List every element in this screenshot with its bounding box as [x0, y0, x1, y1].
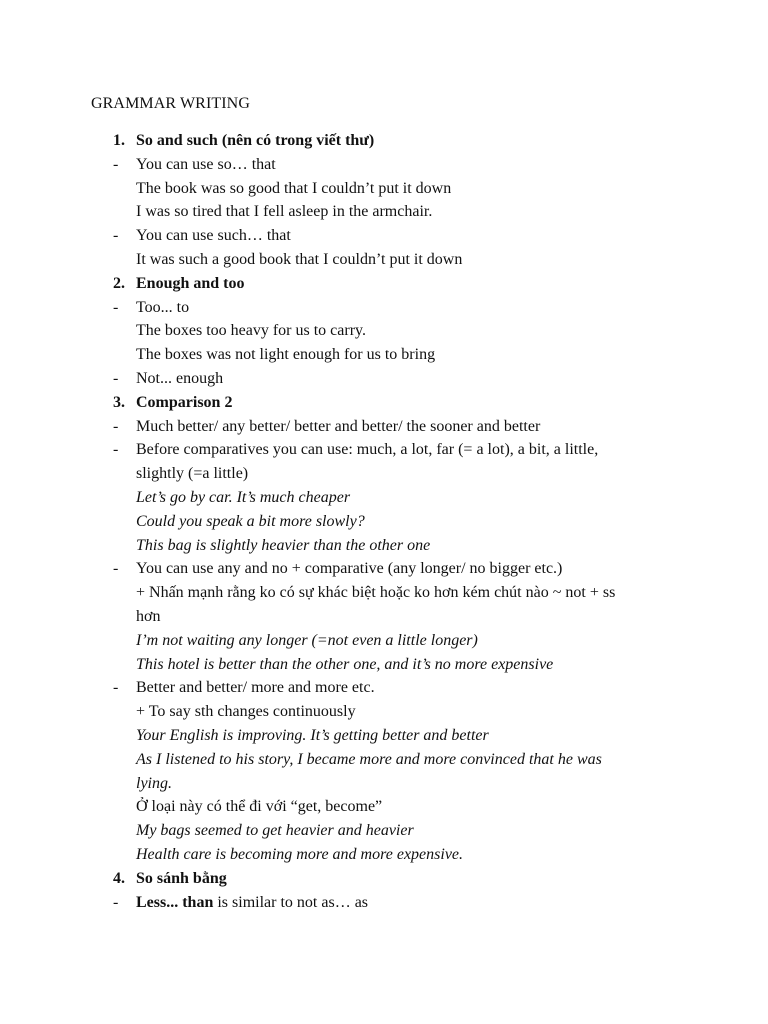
line-text: My bags seemed to get heavier and heavier — [136, 822, 414, 840]
line-text: Too... to — [136, 298, 190, 316]
section-heading-line — [0, 129, 768, 153]
section-heading-line — [0, 867, 768, 891]
text-line — [0, 248, 768, 272]
text-line — [0, 319, 768, 343]
bullet-line — [0, 438, 768, 462]
line-text: Much better/ any better/ better and better/ the sooner and better — [136, 417, 541, 435]
text-line — [0, 200, 768, 224]
line-text: The book was so good that I couldn’t put it down — [136, 179, 452, 197]
text-line — [0, 581, 768, 605]
line-text: This bag is slightly heavier than the other one — [136, 536, 431, 554]
text-line — [0, 772, 768, 796]
line-text: Better and better/ more and more etc. — [136, 679, 375, 697]
line-text: Your English is improving. It’s getting better and better — [136, 726, 489, 744]
document-title: GRAMMAR WRITING — [91, 95, 250, 112]
list-number: 4. — [113, 869, 125, 887]
section-heading: So sánh bằng — [136, 869, 227, 887]
line-text: I’m not waiting any longer (=not even a little longer) — [136, 631, 478, 649]
text-line — [0, 724, 768, 748]
bullet-dash: - — [113, 298, 119, 316]
text-line — [0, 486, 768, 510]
line-text: You can use such… that — [136, 227, 291, 245]
line-text: The boxes was not light enough for us to bring — [136, 346, 436, 364]
text-line — [0, 843, 768, 867]
line-text: Could you speak a bit more slowly? — [136, 512, 365, 530]
list-number: 3. — [113, 393, 125, 411]
line-text: + Nhấn mạnh rằng ko có sự khác biệt hoặc ko hơn kém chút nào ~ not + ss — [136, 584, 616, 602]
bullet-line — [0, 891, 768, 915]
line-text: + To say sth changes continuously — [136, 703, 356, 721]
line-text: Before comparatives you can use: much, a lot, far (= a lot), a bit, a little, — [136, 441, 599, 459]
text-line — [0, 819, 768, 843]
bullet-dash: - — [113, 227, 119, 245]
text-line — [0, 700, 768, 724]
bullet-line — [0, 296, 768, 320]
text-line — [0, 510, 768, 534]
bullet-line — [0, 153, 768, 177]
text-line — [0, 534, 768, 558]
line-text-rest: is similar to not as… as — [213, 893, 369, 911]
list-number: 2. — [113, 274, 125, 292]
bullet-line — [0, 224, 768, 248]
line-text — [136, 891, 368, 915]
text-line — [0, 605, 768, 629]
text-line — [0, 795, 768, 819]
text-line — [0, 748, 768, 772]
bullet-dash: - — [113, 893, 119, 911]
line-text: I was so tired that I fell asleep in the armchair. — [136, 203, 433, 221]
bullet-line — [0, 676, 768, 700]
line-text: It was such a good book that I couldn’t put it down — [136, 250, 463, 268]
text-line — [0, 629, 768, 653]
line-text: slightly (=a little) — [136, 465, 249, 483]
line-text: Ở loại này có thể đi với “get, become” — [136, 798, 383, 816]
text-line — [0, 177, 768, 201]
section-heading: Comparison 2 — [136, 393, 233, 411]
bullet-dash: - — [113, 560, 119, 578]
bullet-line — [0, 415, 768, 439]
section-heading-line — [0, 272, 768, 296]
bullet-dash: - — [113, 417, 119, 435]
bullet-dash: - — [113, 679, 119, 697]
line-text: Not... enough — [136, 369, 224, 387]
bullet-dash: - — [113, 369, 119, 387]
line-text: You can use so… that — [136, 155, 276, 173]
line-text: Let’s go by car. It’s much cheaper — [136, 488, 351, 506]
bullet-dash: - — [113, 155, 119, 173]
bullet-line — [0, 557, 768, 581]
section-heading: So and such (nên có trong viết thư) — [136, 132, 375, 149]
list-number: 1. — [113, 132, 125, 149]
line-text: Health care is becoming more and more expensive. — [136, 845, 464, 863]
line-text-bold: Less... than — [136, 893, 214, 911]
line-text: This hotel is better than the other one, and it’s no more expensive — [136, 655, 554, 673]
document-body — [0, 129, 768, 914]
line-text: hơn — [136, 607, 161, 625]
text-line — [0, 462, 768, 486]
bullet-line — [0, 367, 768, 391]
bullet-dash: - — [113, 441, 119, 459]
text-line — [0, 653, 768, 677]
text-line — [0, 343, 768, 367]
section-heading: Enough and too — [136, 274, 245, 292]
section-heading-line — [0, 391, 768, 415]
line-text: The boxes too heavy for us to carry. — [136, 322, 366, 340]
line-text: lying. — [136, 774, 172, 792]
line-text: As I listened to his story, I became more and more convinced that he was — [136, 750, 602, 768]
line-text: You can use any and no + comparative (any longer/ no bigger etc.) — [136, 560, 563, 578]
